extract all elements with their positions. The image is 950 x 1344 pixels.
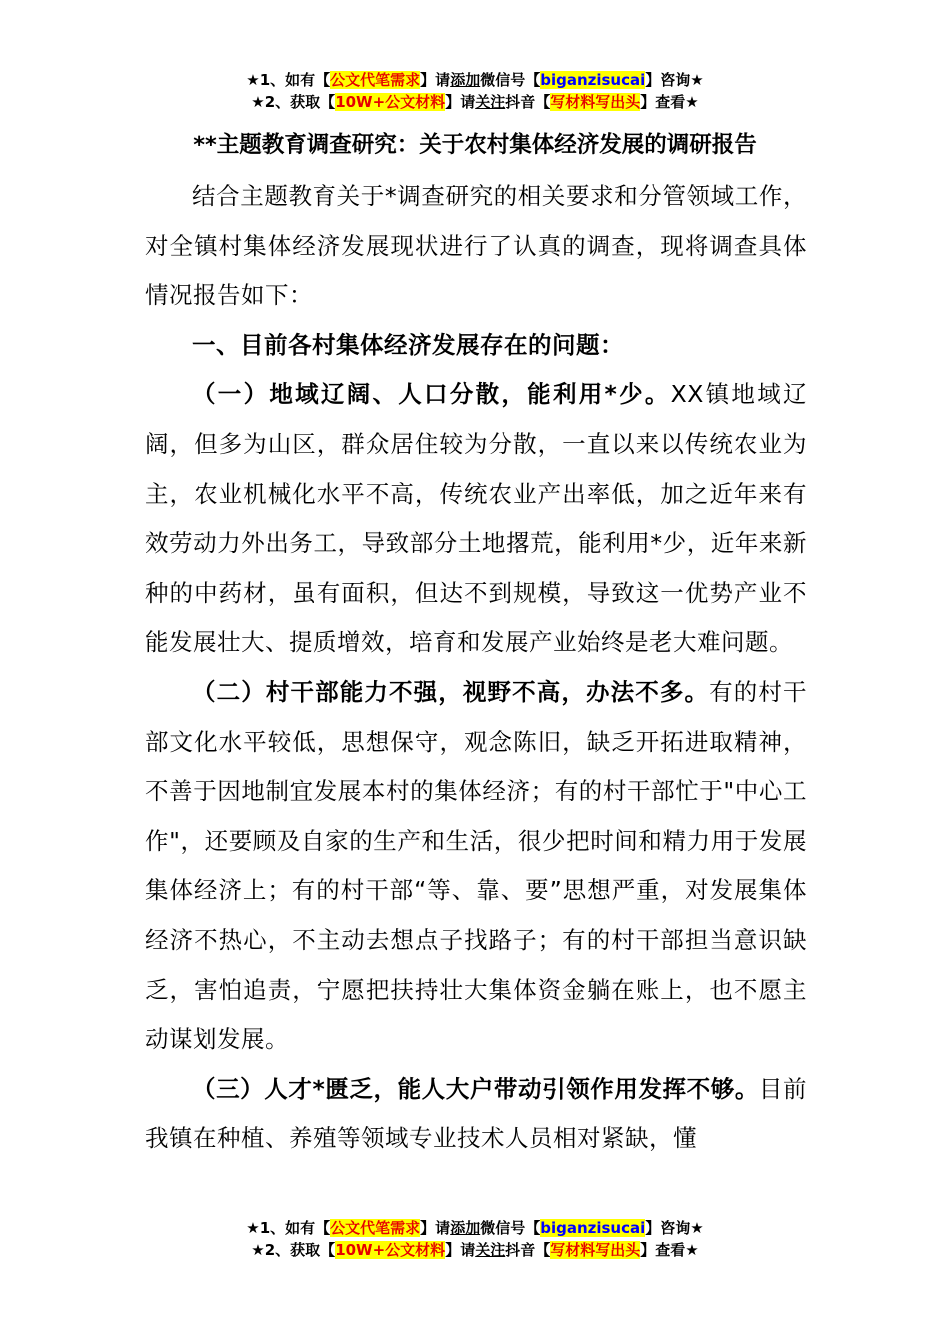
promo-highlight: 10W+公文材料: [335, 93, 446, 111]
promo-wechat-id: biganzisucai: [540, 1219, 646, 1237]
promo-banner-bottom: [0, 1217, 950, 1261]
promo-underlined: 关注: [475, 93, 506, 111]
promo-text: 】查看★: [640, 1241, 699, 1259]
promo-highlight: 公文代笔需求: [330, 1219, 421, 1237]
promo-underlined: 添加: [450, 1219, 481, 1237]
promo-text: 微信号【: [480, 71, 541, 89]
intro-paragraph: 结合主题教育关于*调查研究的相关要求和分管领域工作，对全镇村集体经济发展现状进行了认真的调查，现将调查具体情况报告如下：: [145, 182, 807, 310]
promo-text: 抖音【: [505, 1241, 551, 1259]
promo-text: 微信号【: [480, 1219, 541, 1237]
promo-underlined: 添加: [450, 71, 481, 89]
promo-text: 】咨询★: [645, 71, 704, 89]
problem-paragraph-2: [145, 668, 807, 1065]
problem-heading: （二）村干部能力不强，视野不高，办法不多。: [192, 677, 710, 706]
document-title: **主题教育调查研究：关于农村集体经济发展的调研报告: [193, 132, 757, 158]
promo-text: 】咨询★: [645, 1219, 704, 1237]
promo-line-2: [0, 1239, 950, 1261]
problem-heading: （一）地域辽阔、人口分散，能利用*少。: [192, 380, 671, 409]
promo-banner-top: [0, 69, 950, 113]
promo-text: 】请: [445, 93, 476, 111]
problem-body: 目前我镇在种植、养殖等领域专业技术人员相对紧缺，懂: [145, 1074, 807, 1153]
promo-underlined: 关注: [475, 1241, 506, 1259]
promo-line-2: [0, 91, 950, 113]
promo-text: ★1、如有【: [246, 71, 331, 89]
promo-text: 抖音【: [505, 93, 551, 111]
promo-highlight: 10W+公文材料: [335, 1241, 446, 1259]
promo-text: 】查看★: [640, 93, 699, 111]
promo-text: 】请: [445, 1241, 476, 1259]
promo-text: ★1、如有【: [246, 1219, 331, 1237]
promo-douyin-id: 写材料写出头: [550, 1241, 641, 1259]
promo-wechat-id: biganzisucai: [540, 71, 646, 89]
promo-text: ★2、获取【: [251, 93, 336, 111]
promo-line-1: [0, 69, 950, 91]
problem-paragraph-1: [145, 370, 807, 668]
section-heading: 一、目前各村集体经济发展存在的问题：: [192, 330, 624, 359]
promo-line-1: [0, 1217, 950, 1239]
promo-text: 】请: [420, 71, 451, 89]
problem-paragraph-3: [145, 1065, 807, 1164]
promo-text: 】请: [420, 1219, 451, 1237]
problem-heading: （三）人才*匮乏，能人大户带动引领作用发挥不够。: [192, 1074, 759, 1103]
problem-body: XX镇地域辽阔，但多为山区，群众居住较为分散，一直以来以传统农业为主，农业机械化水平不高，传统农业产出率低，加之近年来有效劳动力外出务工，导致部分土地撂荒，能利用*少，近年来新种的中药材，虽有面积，但达不到规模，导致这一优势产业不能发展壮大、提质增效，培育和发展产业始终是老大难问题。: [145, 380, 807, 657]
problem-body: 有的村干部文化水平较低，思想保守，观念陈旧，缺乏开拓进取精神，不善于因地制宜发展本村的集体经济；有的村干部忙于"中心工作"，还要顾及自家的生产和生活，很少把时间和精力用于发展集体经济上；有的村干部“等、靠、要”思想严重，对发展集体经济不热心，不主动去想点子找路子；有的村干部担当意识缺乏，害怕追责，宁愿把扶持壮大集体资金躺在账上，也不愿主动谋划发展。: [145, 677, 807, 1054]
promo-douyin-id: 写材料写出头: [550, 93, 641, 111]
document-body: [145, 172, 807, 1164]
promo-highlight: 公文代笔需求: [330, 71, 421, 89]
promo-text: ★2、获取【: [251, 1241, 336, 1259]
